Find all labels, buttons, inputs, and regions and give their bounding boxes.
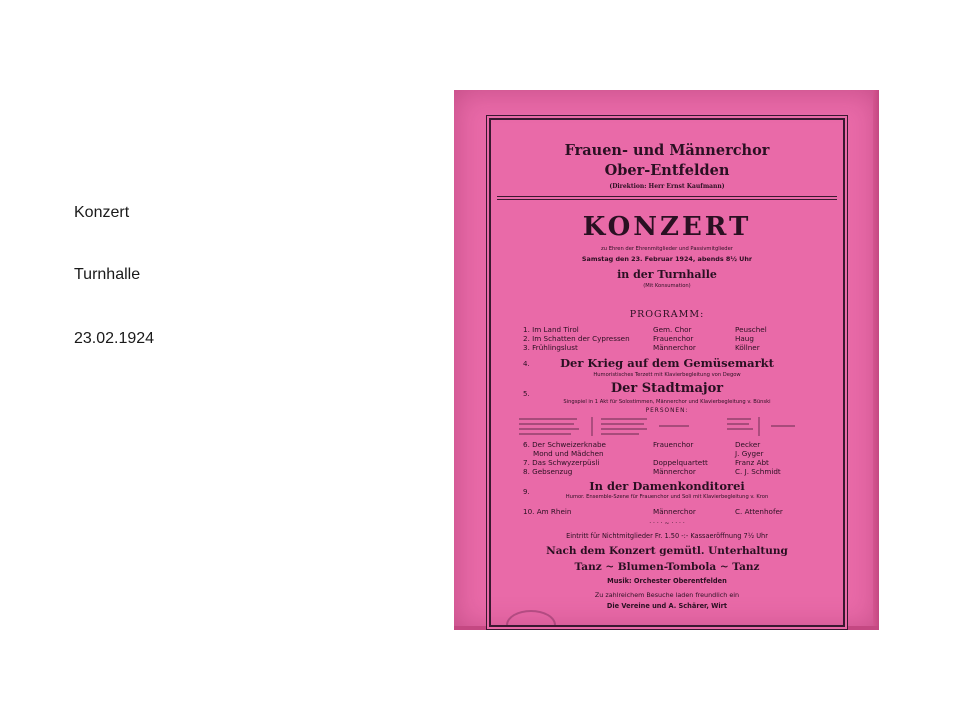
- program-item-number: 9.: [523, 488, 530, 496]
- poster-header-title-2: Ober-Entfelden: [604, 162, 730, 179]
- poster-subline: zu Ehren der Ehrenmitglieder und Passivmitglieder: [601, 246, 733, 252]
- program-performer: Frauenchor: [653, 440, 694, 449]
- program-title: 6. Der Schweizerknabe: [523, 440, 606, 449]
- program-composer: C. Attenhofer: [735, 507, 783, 516]
- program-row: [523, 440, 813, 449]
- program-performer: Männerchor: [653, 343, 696, 352]
- poster-main-title: KONZERT: [582, 212, 752, 242]
- poster-content: [491, 120, 843, 625]
- program-performer: Männerchor: [653, 467, 696, 476]
- entry-line: Eintritt für Nichtmitglieder Fr. 1.50 -:- Kassaeröffnung 7½ Uhr: [566, 532, 768, 540]
- program-title: 3. Frühlingslust: [523, 343, 578, 352]
- program-item-4-note: Humoristisches Terzett mit Klavierbegleitung von Degow: [593, 372, 741, 378]
- program-row: [523, 343, 813, 352]
- caption-konzert: Konzert: [74, 204, 130, 221]
- music-line: Musik: Orchester Oberentfelden: [607, 577, 727, 585]
- program-row: [523, 458, 813, 467]
- program-composer: J. Gyger: [735, 449, 764, 458]
- program-item-5-note: Singspiel in 1 Akt für Solostimmen, Männerchor und Klavierbegleitung v. Bünski: [563, 399, 771, 405]
- poster-direction: (Direktion: Herr Ernst Kaufmann): [609, 183, 725, 190]
- poster-date-line: Samstag den 23. Februar 1924, abends 8½ Uhr: [581, 255, 753, 263]
- program-row: [523, 467, 813, 476]
- program-composer: Franz Abt: [735, 458, 769, 467]
- program-composer: Decker: [735, 440, 761, 449]
- poster-frame: [489, 118, 845, 627]
- program-performer: Gem. Chor: [653, 325, 692, 334]
- program-composer: Haug: [735, 334, 754, 343]
- program-row: [523, 507, 813, 516]
- program-item-9-note: Humor. Ensemble-Szene für Frauenchor und Soli mit Klavierbegleitung v. Kron: [565, 494, 769, 500]
- program-performer: Männerchor: [653, 507, 696, 516]
- divider: [497, 196, 837, 197]
- persons-heading: PERSONEN:: [645, 408, 689, 414]
- program-title: 8. Gebsenzug: [523, 467, 573, 476]
- program-item-number: 4.: [523, 360, 530, 368]
- ornament-divider: · · · · ~ · · · ·: [649, 520, 685, 527]
- cast-list-fine-print: [519, 416, 819, 440]
- program-item-9-title: In der Damenkonditorei: [589, 479, 745, 493]
- program-row: [523, 334, 813, 343]
- program-item-number: 5.: [523, 390, 530, 398]
- caption-date: 23.02.1924: [74, 330, 155, 347]
- poster-edge: [873, 90, 879, 630]
- program-composer: Köllner: [735, 343, 760, 352]
- poster-venue-note: (Mit Konsumation): [643, 283, 691, 289]
- program-heading: PROGRAMM:: [629, 309, 705, 320]
- program-composer: Peuschel: [735, 325, 767, 334]
- program-title: 1. Im Land Tirol: [523, 325, 579, 334]
- program-item-4-title: Der Krieg auf dem Gemüsemarkt: [560, 356, 774, 370]
- after-concert-line: Nach dem Konzert gemütl. Unterhaltung: [546, 545, 788, 557]
- program-title: 10. Am Rhein: [523, 507, 572, 516]
- program-performer: Doppelquartett: [653, 458, 708, 467]
- program-performer: Frauenchor: [653, 334, 694, 343]
- caption-venue: Turnhalle: [74, 266, 141, 283]
- dance-line: Tanz ~ Blumen-Tombola ~ Tanz: [574, 561, 760, 573]
- program-title: 2. Im Schatten der Cypressen: [523, 334, 630, 343]
- poster-header-title-1: Frauen- und Männerchor: [564, 142, 770, 159]
- program-title: 7. Das Schwyzerpüsli: [523, 458, 600, 467]
- concert-poster-image: [454, 90, 879, 630]
- invite-line: Zu zahlreichem Besuche laden freundlich ein: [594, 591, 740, 599]
- divider: [497, 199, 837, 200]
- program-title: Mond und Mädchen: [533, 449, 604, 458]
- program-composer: C. J. Schmidt: [735, 467, 781, 476]
- program-row: [523, 325, 813, 334]
- program-item-5-title: Der Stadtmajor: [610, 381, 724, 396]
- program-row: [523, 449, 813, 458]
- hosts-line: Die Vereine und A. Schärer, Wirt: [606, 602, 728, 610]
- poster-venue: in der Turnhalle: [617, 268, 717, 281]
